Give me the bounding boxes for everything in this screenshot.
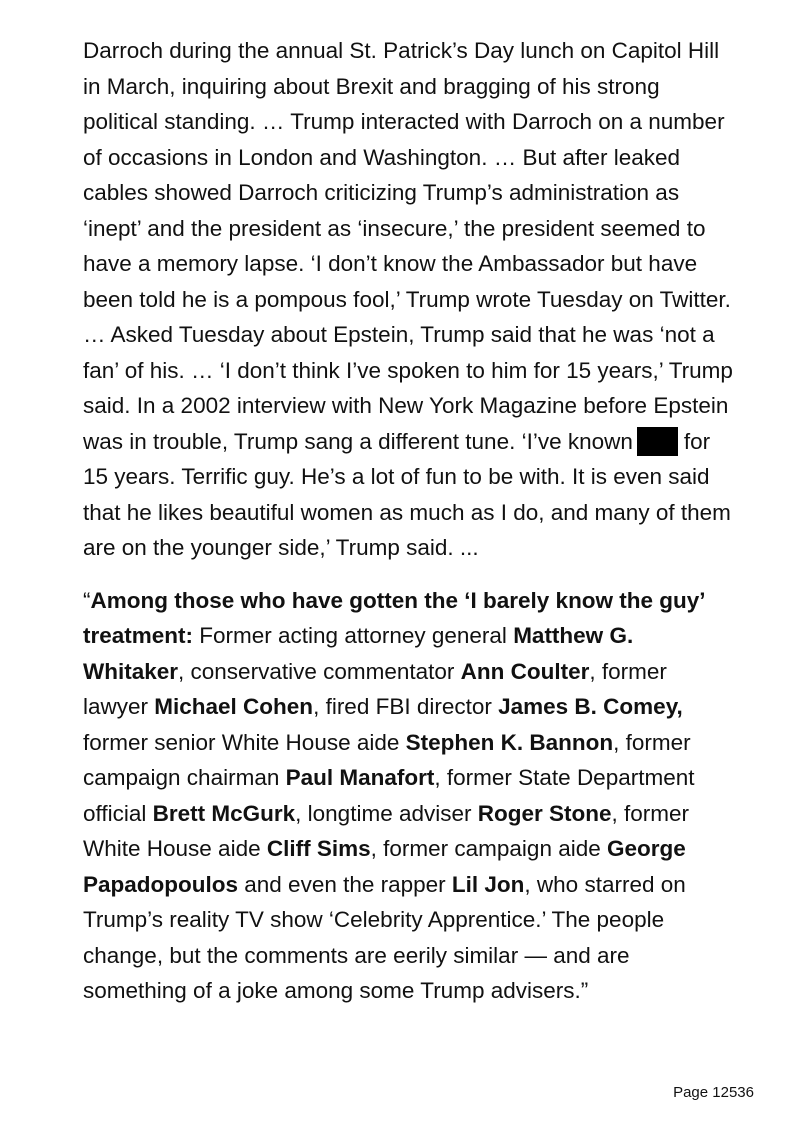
open-quote: “ (83, 587, 91, 613)
text-segment: , former campaign aide (370, 836, 608, 861)
paragraph-1 (83, 33, 733, 566)
bold-name: Ann Coulter (460, 658, 590, 684)
text-segment: , former State Department official (83, 765, 695, 826)
bold-name: Stephen K. Bannon (405, 729, 614, 755)
bold-name: George Papadopoulos (83, 836, 686, 897)
bold-name: Michael Cohen (154, 694, 314, 719)
lead-bold-text: Among those who have gotten the ‘I barely know the guy’ treatment: (83, 587, 705, 648)
redaction-box (637, 427, 678, 456)
text-segment: , former White House aide (83, 800, 690, 861)
text-segment: , former lawyer (83, 658, 667, 719)
bold-name: Roger Stone (477, 800, 612, 826)
text-segment: Former acting attorney general (193, 623, 514, 648)
bold-name: James B. Comey, (498, 694, 683, 719)
bold-name: Cliff Sims (266, 836, 371, 861)
bold-name: Paul Manafort (285, 765, 435, 790)
bold-name: Matthew G. Whitaker (83, 623, 634, 684)
text-segment: , longtime adviser (295, 800, 478, 826)
bold-name: Brett McGurk (152, 800, 296, 826)
bold-name: Lil Jon (451, 871, 525, 897)
text-segment: former senior White House aide (83, 729, 406, 755)
text-segment: , conservative commentator (178, 658, 461, 684)
text-segment: , who starred on Trump’s reality TV show ‘Celebrity Apprentice.’ The people change, but the comments are eerily similar — and are something of a joke among some Trump advisers.” (83, 871, 686, 1003)
page-number: Page 12536 (673, 1084, 754, 1101)
paragraph-1-text: Darroch during the annual St. Patrick’s Day lunch on Capitol Hill in March, inquiring about Brexit and bragging of his strong political standing. … Trump interacted with Darroch on a number of occasions in London and Washington. … But after leaked cables showed Darroch criticizing Trump’s administration as ‘inept’ and the president as ‘insecure,’ the president seemed to have a memory lapse. ‘I don’t know the Ambassador but have been told he is a pompous fool,’ Trump wrote Tuesday on Twitter. … Asked Tuesday about Epstein, Trump said that he was ‘not a fan’ of his. … ‘I don’t think I’ve spoken to him for 15 years,’ Trump said. In a 2002 interview with New York Magazine before Epstein was in trouble, Trump sang a different tune. ‘I’ve known (83, 38, 733, 454)
text-segment: and even the rapper (238, 871, 452, 897)
text-segment: , former campaign chairman (83, 729, 691, 790)
paragraph-2 (83, 583, 733, 1009)
paragraph-1-text-continued: for 15 years. Terrific guy. He’s a lot of fun to be with. It is even said that he likes beautiful women as much as I do, and many of them are on the younger side,’ Trump said. ... (83, 428, 731, 560)
document-body (83, 33, 733, 1009)
text-segment: , fired FBI director (313, 694, 499, 719)
